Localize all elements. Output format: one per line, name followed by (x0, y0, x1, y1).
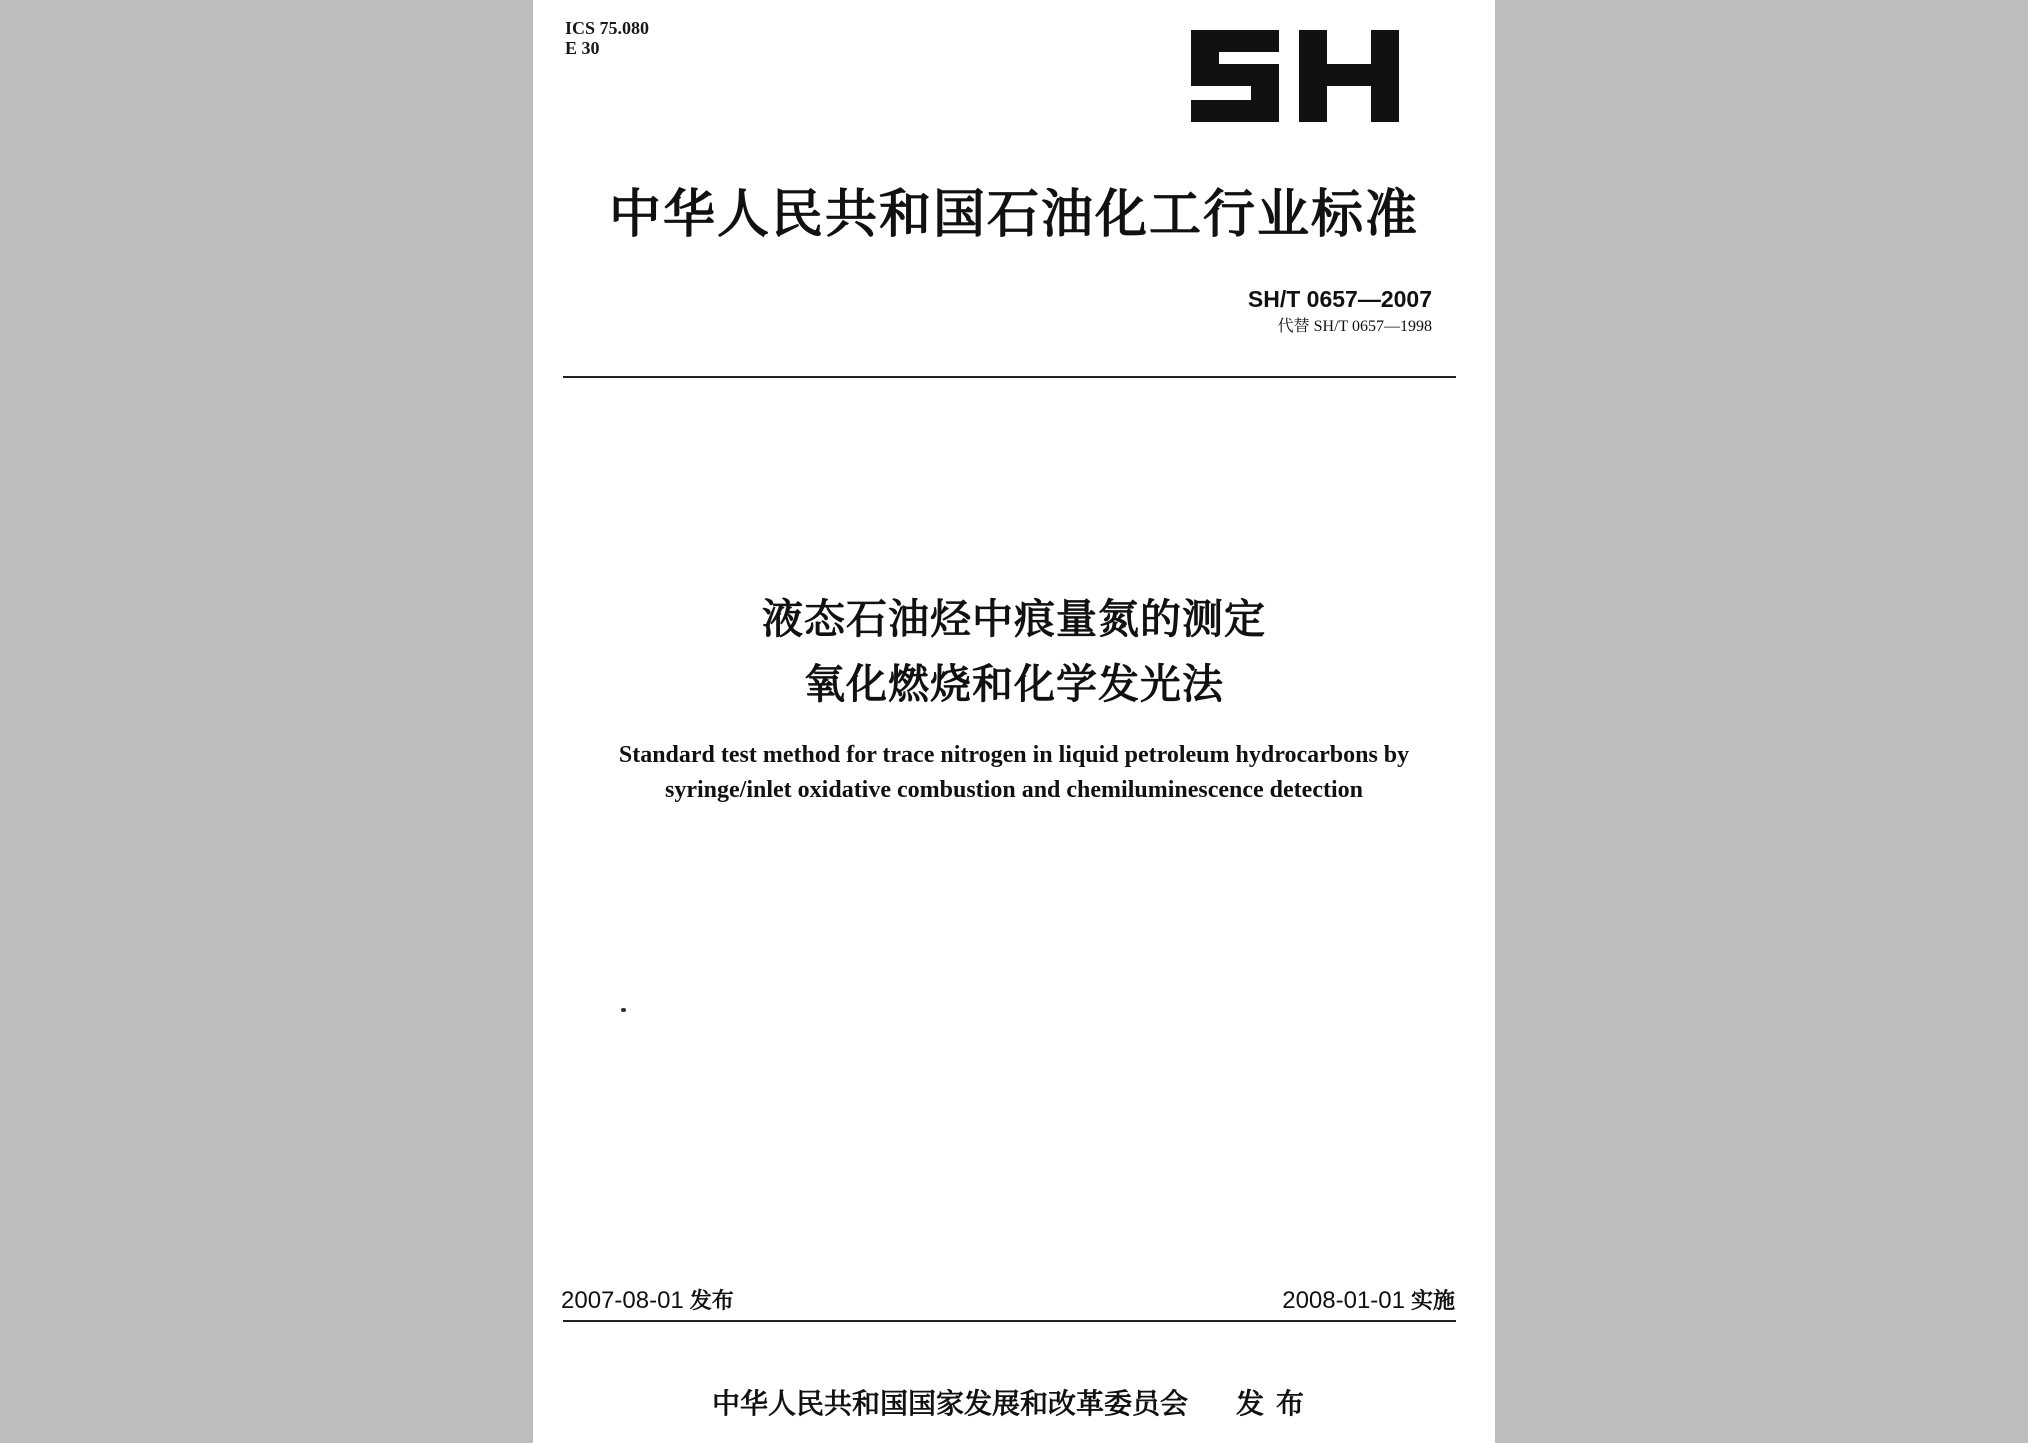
standard-category-title: 中华人民共和国石油化工行业标准 (608, 185, 1419, 245)
en-title-line1: Standard test method for trace nitrogen in liquid petroleum hydrocarbons by (618, 742, 1410, 768)
publisher-line (533, 1382, 1495, 1422)
publisher-name: 中华人民共和国国家发展和改革委员会 (711, 1387, 1188, 1420)
classification-codes (565, 18, 649, 58)
implement-date: 2008-01-01 (1282, 1287, 1405, 1314)
ccs-code: E 30 (565, 38, 600, 58)
top-divider (563, 376, 1456, 378)
cn-title-line1: 液态石油烃中痕量氮的测定 (762, 595, 1266, 643)
en-title-line2: syringe/inlet oxidative combustion and chemiluminescence detection (665, 777, 1363, 803)
bottom-divider (563, 1320, 1456, 1322)
cn-title-line2: 氧化燃烧和化学发光法 (804, 660, 1224, 708)
issue-date: 2007-08-01 (561, 1287, 684, 1314)
sh-logo (1183, 22, 1407, 130)
publish-label: 发布 (1236, 1387, 1317, 1420)
standard-replaces: 代替 SH/T 0657—1998 (1277, 318, 1432, 335)
implement-date-block (1282, 1284, 1455, 1315)
issue-date-block (561, 1284, 734, 1315)
issue-label: 发布 (689, 1289, 734, 1314)
implement-label: 实施 (1410, 1289, 1455, 1314)
standard-number: SH/T 0657—2007 (1247, 286, 1432, 312)
ics-code: ICS 75.080 (565, 18, 650, 38)
scan-speck (621, 1008, 626, 1012)
document-cover-page (533, 0, 1495, 1443)
